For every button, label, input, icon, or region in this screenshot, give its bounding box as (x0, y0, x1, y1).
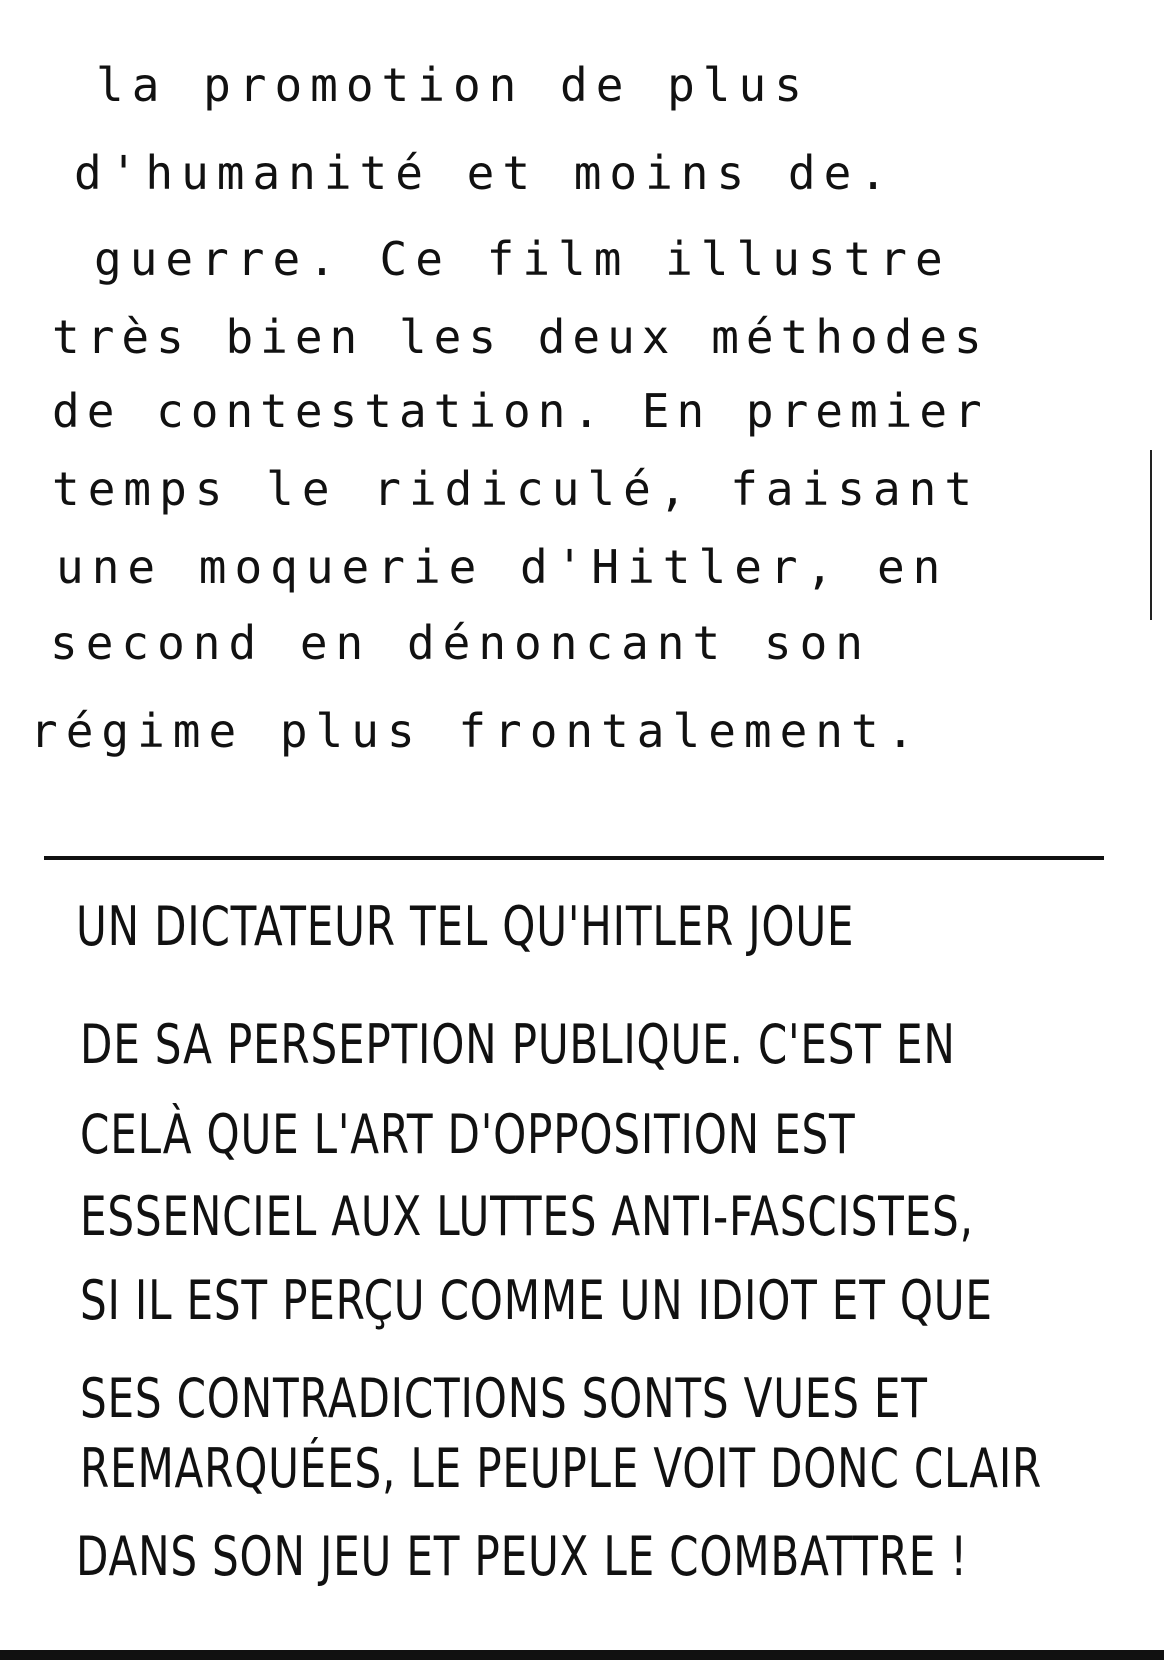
margin-line (1150, 450, 1152, 620)
typed-line-7: une moquerie d'Hitler, en (56, 540, 949, 594)
handwritten-line-7: REMARQUÉES, LE PEUPLE VOIT DONC CLAIR (80, 1437, 1043, 1500)
typed-line-9: régime plus frontalement. (30, 704, 923, 758)
typed-line-4: très bien les deux méthodes (52, 310, 989, 364)
handwritten-line-8: DANS SON JEU ET PEUX LE COMBATTRE ! (76, 1525, 968, 1588)
typed-line-2: d'humanité et moins de. (74, 146, 895, 200)
typed-line-3: guerre. Ce film illustre (94, 232, 951, 286)
handwritten-line-3: CELÀ QUE L'ART D'OPPOSITION EST (80, 1103, 856, 1166)
handwritten-line-6: SES CONTRADICTIONS SONTS VUES ET (80, 1367, 928, 1430)
section-divider (44, 856, 1104, 860)
handwritten-line-2: DE SA PERSEPTION PUBLIQUE. C'EST EN (80, 1013, 956, 1076)
handwritten-line-4: ESSENCIEL AUX LUTTES ANTI-FASCISTES, (80, 1185, 974, 1248)
typed-line-6: temps le ridiculé, faisant (52, 462, 981, 516)
typed-line-8: second en dénoncant son (50, 616, 871, 670)
typed-line-1: la promotion de plus (96, 58, 810, 112)
handwritten-line-1: UN DICTATEUR TEL QU'HITLER JOUE (76, 895, 855, 958)
typed-line-5: de contestation. En premier (52, 384, 989, 438)
handwritten-line-5: SI IL EST PERÇU COMME UN IDIOT ET QUE (80, 1269, 993, 1332)
bottom-border (0, 1650, 1164, 1660)
